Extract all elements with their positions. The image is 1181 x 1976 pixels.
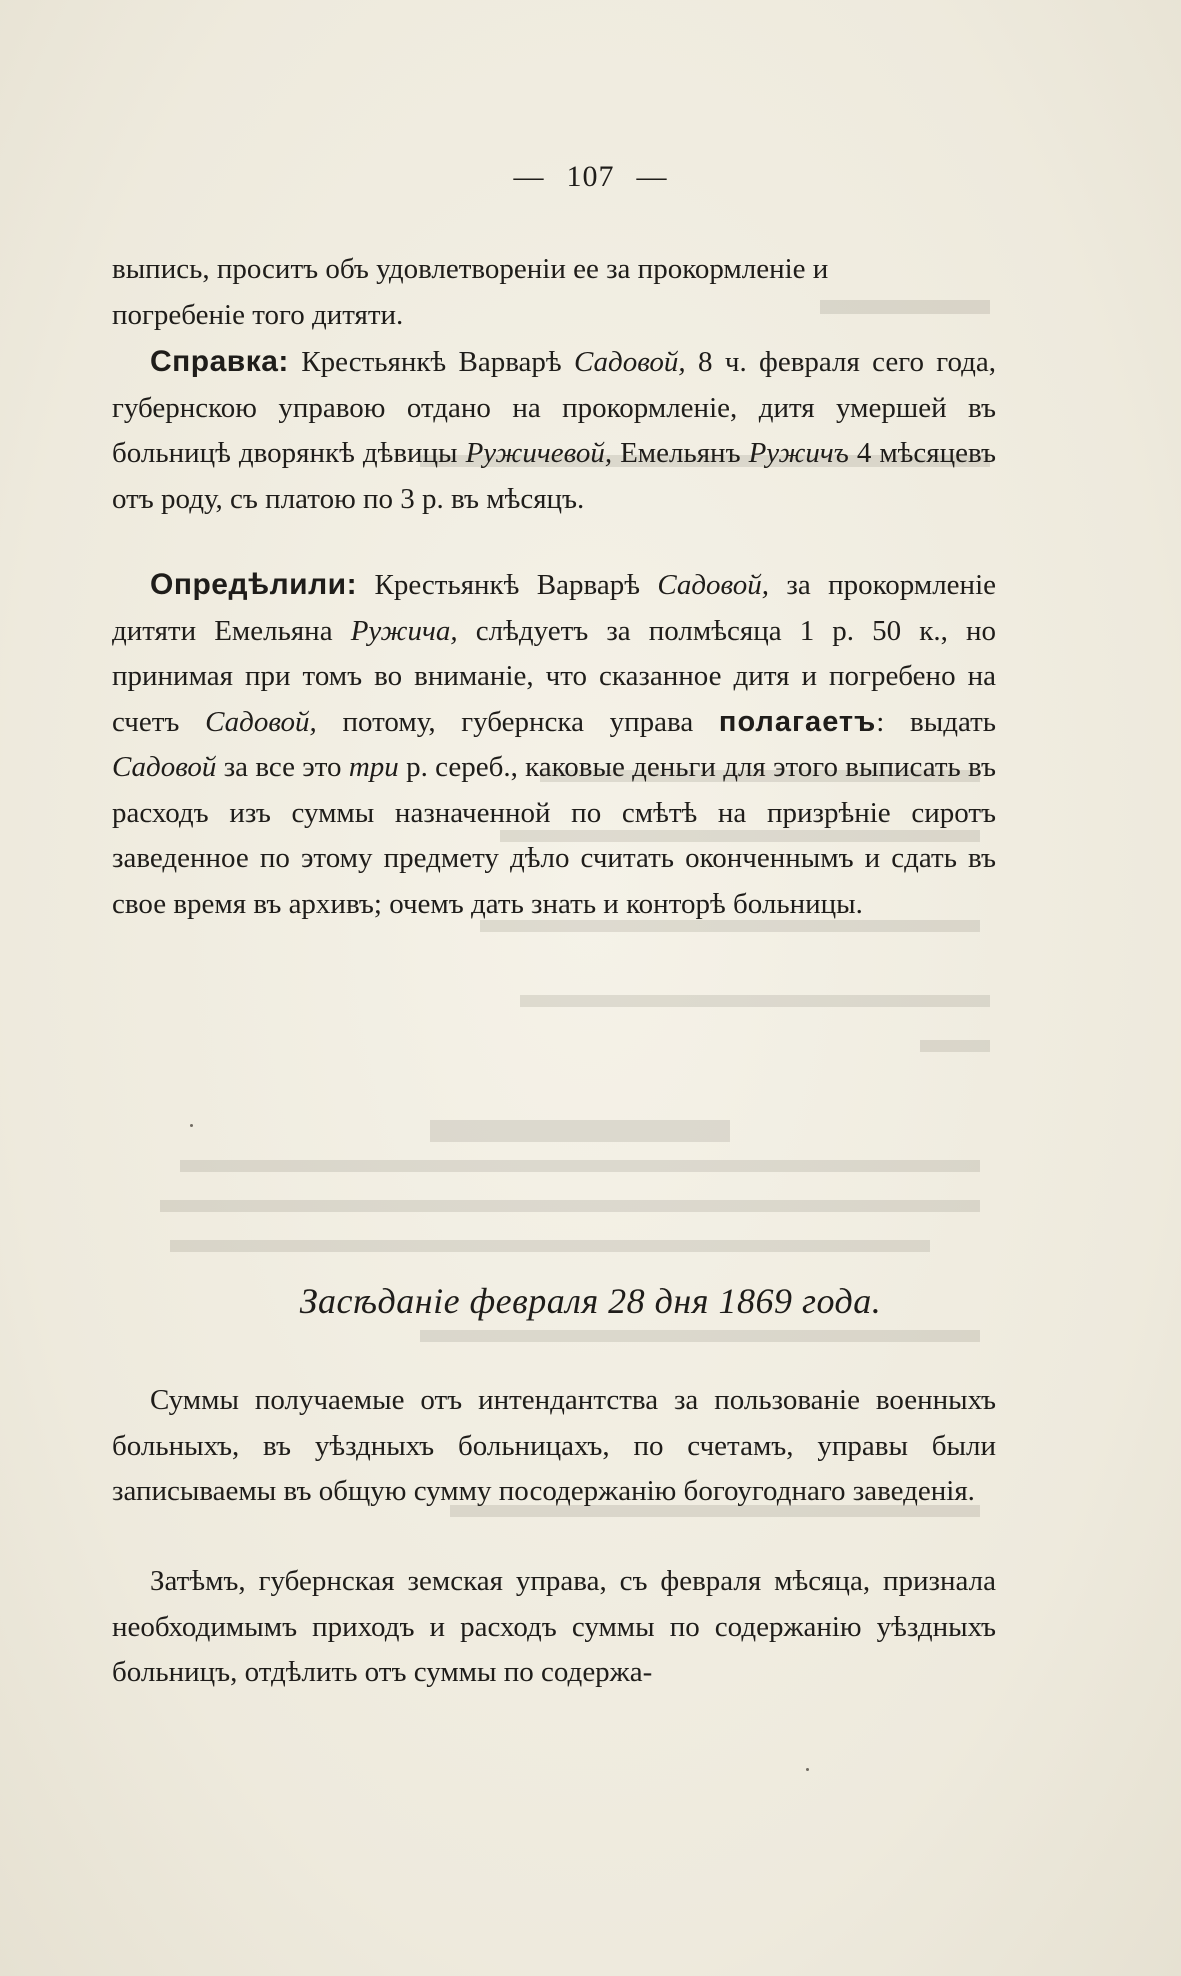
- text-run: Емельянъ: [612, 437, 749, 469]
- name-ruzhicheva: Ружичевой,: [465, 437, 613, 469]
- paragraph-sums: [112, 1378, 996, 1515]
- word-tri: три: [348, 751, 399, 783]
- text-run: за прокормленіе дитяти Емельяна: [112, 569, 996, 647]
- name-sadovoy: Садовой,: [205, 705, 317, 738]
- paragraph-spravka: [112, 339, 996, 522]
- paragraph-body: [112, 562, 996, 927]
- section-heading: Засѣданіе февраля 28 дня 1869 года.: [299, 1281, 882, 1321]
- name-sadovoy: Садовой,: [657, 569, 770, 601]
- spravka-lead: Справка:: [150, 345, 289, 378]
- paragraph-line: выпись, проситъ объ удовлетвореніи ее за прокормленіе и: [112, 253, 829, 285]
- text-run: 8 ч. февраля сего года, губернскою управою отдано на прокормленіе, дитя умершей въ больницѣ дворянкѣ дѣвицы: [112, 346, 996, 469]
- paragraph-body: [112, 339, 996, 522]
- paragraph-zatem: [112, 1559, 996, 1696]
- bold-polagaet: полагаетъ: [718, 705, 877, 738]
- name-ruzhich: Ружичъ: [748, 437, 849, 469]
- paragraph-body: Суммы получаемые отъ интендантства за пользованіе военныхъ больныхъ, въ уѣздныхъ больницахъ, по счетамъ, управы были записываемы въ общую сумму посодержанію богоугоднаго заведенія.: [112, 1384, 996, 1507]
- text-run: Крестьянкѣ Варварѣ: [357, 569, 658, 601]
- opredelili-lead: Опредѣлили:: [150, 568, 358, 601]
- text-run: 4 мѣсяцевъ отъ роду, съ платою по 3 р. въ мѣсяцъ.: [112, 437, 996, 515]
- ink-speck: [190, 1124, 193, 1127]
- paragraph-continuation: [112, 247, 996, 338]
- name-sadovoy: Садовой: [112, 751, 217, 783]
- paragraph-body: Затѣмъ, губернская земская управа, съ февраля мѣсяца, признала необходимымъ приходъ и расходъ суммы по содержанію уѣздныхъ больницъ, отдѣлить отъ суммы по содержа-: [112, 1565, 996, 1688]
- text-run: р. сереб., каковые деньги для этого выписать въ расходъ изъ суммы назначенной по смѣтѣ на призрѣніе сиротъ заведенное по этому предмету дѣло считать оконченнымъ и сдать въ свое время въ архивъ; очемъ дать знать и конторѣ больницы.: [112, 751, 997, 920]
- page-number-value: 107: [566, 160, 615, 193]
- text-run: потому, губернска управа: [316, 705, 719, 738]
- page-number: [0, 160, 1181, 194]
- text-run: за все это: [216, 751, 349, 783]
- text-run: : выдать: [876, 705, 996, 738]
- page-number-dash-right: —: [636, 160, 668, 193]
- paragraph-line: погребеніе того дитяти.: [112, 298, 404, 331]
- paragraph-opredelili: [112, 562, 996, 927]
- ink-speck: [806, 1768, 809, 1771]
- name-sadovoy: Садовой,: [574, 346, 686, 378]
- text-run: слѣдуетъ за полмѣсяца 1 р. 50 к., но принимая при томъ во вниманіе, что сказанное дитя и погребено на счетъ: [112, 614, 996, 738]
- text-run: Крестьянкѣ Варварѣ: [288, 346, 575, 378]
- page-number-dash-left: —: [513, 160, 545, 193]
- name-ruzhicha: Ружича,: [350, 614, 458, 647]
